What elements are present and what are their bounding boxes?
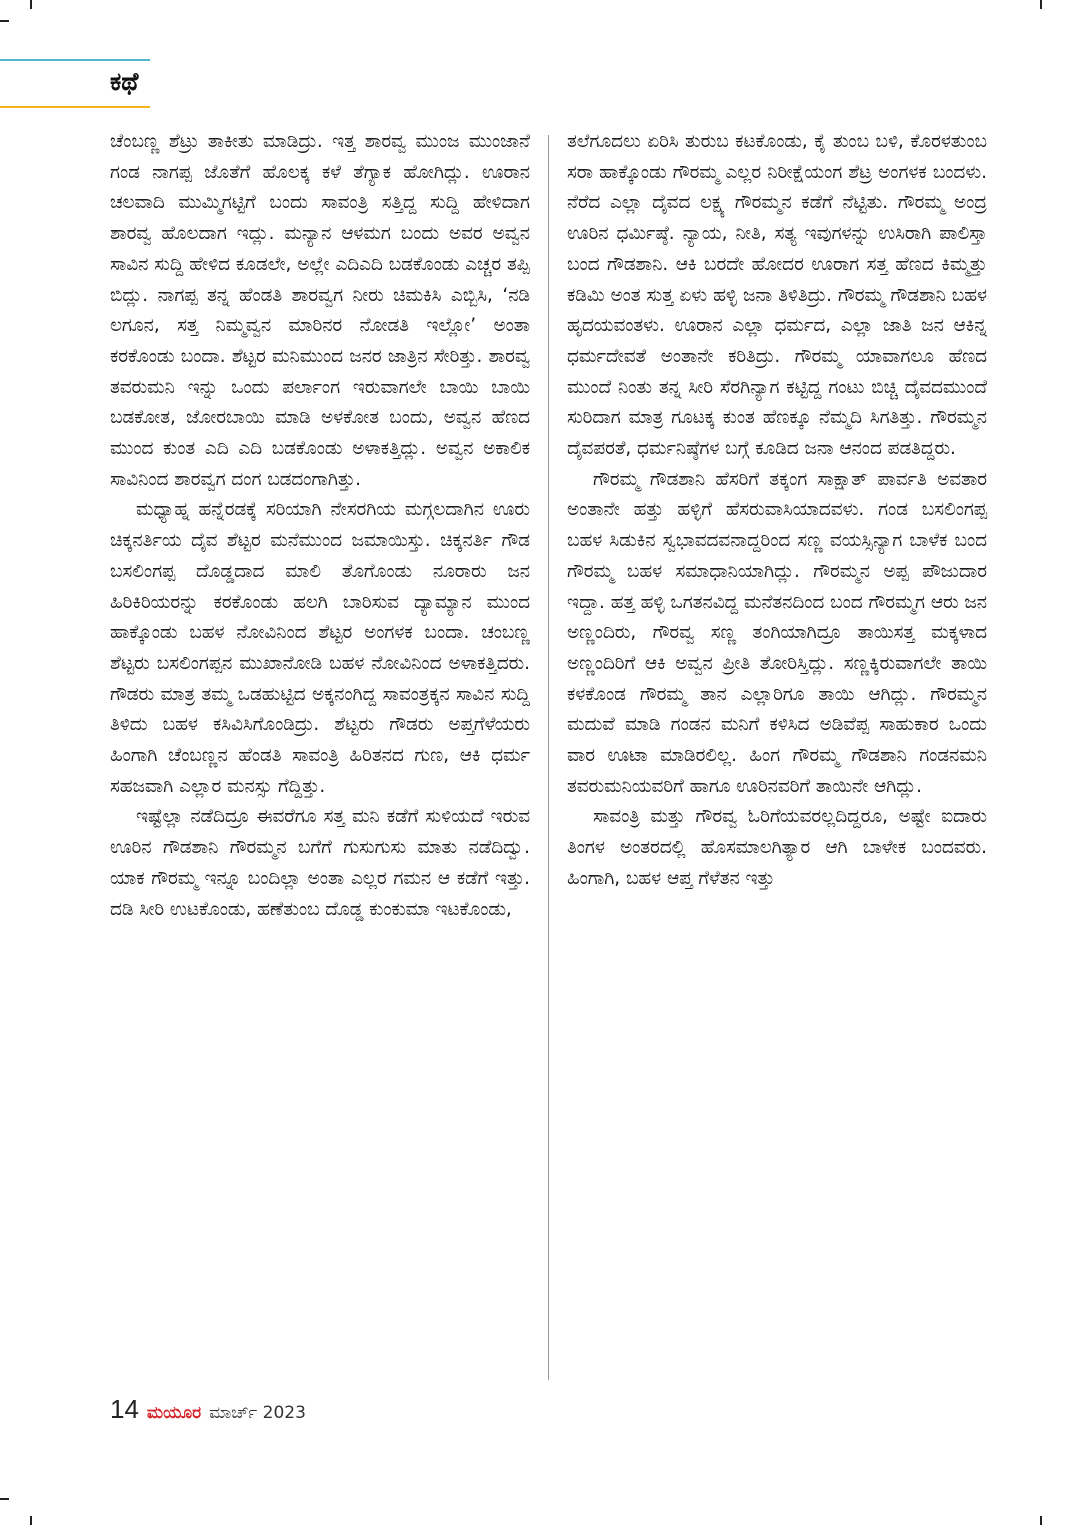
header-accent-line-bottom xyxy=(0,106,150,108)
page-footer xyxy=(110,1394,306,1426)
magazine-logo: ಮಯೂರ xyxy=(146,1403,202,1423)
article-column-right xyxy=(567,127,987,895)
crop-mark-top-left xyxy=(30,0,32,9)
issue-date: ಮಾರ್ಚ್ 2023 xyxy=(209,1403,306,1423)
crop-mark-bottom-right xyxy=(1040,1516,1042,1525)
crop-mark-bottom-left xyxy=(30,1516,32,1525)
article-paragraph: ಚೆಂಬಣ್ಣ ಶೆಟ್ರು ತಾಕೀತು ಮಾಡಿದ್ರು. ಇತ್ತ ಶಾರವ್ವ ಮುಂಜ ಮುಂಜಾನೆ ಗಂಡ ನಾಗಪ್ಪ ಜೊತೆಗೆ ಹೊಲಕ್ಕ ಕಳೆ ತೆಗ್ಯಾಕ ಹೋಗಿದ್ಲು. ಊರಾನ ಚಲವಾದಿ ಮುಮ್ಮಿಗಟ್ಟಿಗೆ ಬಂದು ಸಾವಂತ್ರಿ ಸತ್ತಿದ್ದ ಸುದ್ದಿ ಹೇಳಿದಾಗ ಶಾರವ್ವ ಹೊಲದಾಗ ಇದ್ಲು. ಮನ್ಯಾನ ಆಳಮಗ ಬಂದು ಅವರ ಅವ್ವನ ಸಾವಿನ ಸುದ್ದಿ ಹೇಳಿದ ಕೂಡಲೇ, ಅಲ್ಲೇ ಎದಿಎದಿ ಬಡಕೊಂಡು ಎಚ್ಚರ ತಪ್ಪಿ ಬಿದ್ಲು. ನಾಗಪ್ಪ ತನ್ನ ಹೆಂಡತಿ ಶಾರವ್ವಗ ನೀರು ಚಿಮಕಿಸಿ ಎಬ್ಬಿಸಿ, ‘ನಡಿ ಲಗೂನ, ಸತ್ತ ನಿಮ್ಮವ್ವನ ಮಾರಿನರ ನೋಡತಿ ಇಲ್ಲೋ’ ಅಂತಾ ಕರಕೊಂಡು ಬಂದಾ. ಶೆಟ್ಟರ ಮನಿಮುಂದ ಜನರ ಜಾತ್ರಿನ ಸೇರಿತ್ತು. ಶಾರವ್ವ ತವರುಮನಿ ಇನ್ನು ಒಂದು ಪರ್ಲಾಂಗ ಇರುವಾಗಲೇ ಬಾಯಿ ಬಾಯಿ ಬಡಕೋತ, ಜೋರಬಾಯಿ ಮಾಡಿ ಅಳಕೋತ ಬಂದು, ಅವ್ವನ ಹೆಣದ ಮುಂದ ಕುಂತ ಎದಿ ಎದಿ ಬಡಕೊಂಡು ಅಳಾಕತ್ತಿದ್ಲು. ಅವ್ವನ ಅಕಾಲಿಕ ಸಾವಿನಿಂದ ಶಾರವ್ವಗ ದಂಗ ಬಡದಂಗಾಗಿತ್ತು. xyxy=(110,131,530,490)
article-paragraph: ಗೌರಮ್ಮ ಗೌಡಶಾನಿ ಹೆಸರಿಗೆ ತಕ್ಕಂಗ ಸಾಕ್ಷಾತ್ ಪಾರ್ವತಿ ಅವತಾರ ಅಂತಾನೇ ಹತ್ತು ಹಳ್ಳಿಗೆ ಹೆಸರುವಾಸಿಯಾದವಳು. ಗಂಡ ಬಸಲಿಂಗಪ್ಪ ಬಹಳ ಸಿಡುಕಿನ ಸ್ವಭಾವದವನಾದ್ದರಿಂದ ಸಣ್ಣ ವಯಸ್ಸಿನ್ಯಾಗ ಬಾಳೆಕ ಬಂದ ಗೌರಮ್ಮ ಬಹಳ ಸಮಾಧಾನಿಯಾಗಿದ್ಲು. ಗೌರಮ್ಮನ ಅಪ್ಪ ಪೌಜುದಾರ ಇದ್ದಾ. ಹತ್ತ ಹಳ್ಳಿ ಒಗತನವಿದ್ದ ಮನೆತನದಿಂದ ಬಂದ ಗೌರಮ್ಮಗ ಆರು ಜನ ಅಣ್ಣಂದಿರು, ಗೌರವ್ವ ಸಣ್ಣ ತಂಗಿಯಾಗಿದ್ರೂ ತಾಯಿಸತ್ತ ಮಕ್ಕಳಾದ ಅಣ್ಣಂದಿರಿಗೆ ಆಕಿ ಅವ್ವನ ಪ್ರೀತಿ ತೋರಿಸ್ತಿದ್ಲು. ಸಣ್ಣಕ್ಕಿರುವಾಗಲೇ ತಾಯಿ ಕಳಕೊಂಡ ಗೌರಮ್ಮ ತಾನ ಎಲ್ಲಾರಿಗೂ ತಾಯಿ ಆಗಿದ್ಲು. ಗೌರಮ್ಮನ ಮದುವೆ ಮಾಡಿ ಗಂಡನ ಮನಿಗೆ ಕಳಿಸಿದ ಅಡಿವೆಪ್ಪ ಸಾಹುಕಾರ ಒಂದು ವಾರ ಊಟಾ ಮಾಡಿರಲಿಲ್ಲ. ಹಿಂಗ ಗೌರಮ್ಮ ಗೌಡಶಾನಿ ಗಂಡನಮನಿ ತವರುಮನಿಯವರಿಗೆ ಹಾಗೂ ಊರಿನವರಿಗೆ ತಾಯಿನೇ ಆಗಿದ್ಲು. xyxy=(567,468,987,797)
article-paragraph: ಸಾವಂತ್ರಿ ಮತ್ತು ಗೌರವ್ವ ಓರಿಗೆಯವರಲ್ಲದಿದ್ದರೂ, ಅಷ್ಟೇ ಐದಾರು ತಿಂಗಳ ಅಂತರದಲ್ಲಿ ಹೊಸಮಾಲಗಿತ್ಯಾರ ಆಗಿ ಬಾಳೇಕ ಬಂದವರು. ಹಿಂಗಾಗಿ, ಬಹಳ ಆಪ್ತ ಗೆಳೆತನ ಇತ್ತು xyxy=(567,806,987,889)
article-paragraph: ಇಷ್ಟೆಲ್ಲಾ ನಡೆದಿದ್ರೂ ಈವರೆಗೂ ಸತ್ತ ಮನಿ ಕಡೆಗೆ ಸುಳಿಯದೆ ಇರುವ ಊರಿನ ಗೌಡಶಾನಿ ಗೌರಮ್ಮನ ಬಗೆಗೆ ಗುಸುಗುಸು ಮಾತು ನಡೆದಿದ್ವು. ಯಾಕ ಗೌರಮ್ಮ ಇನ್ನೂ ಬಂದಿಲ್ಲಾ ಅಂತಾ ಎಲ್ಲರ ಗಮನ ಆ ಕಡೆಗೆ ಇತ್ತು. ದಡಿ ಸೀರಿ ಉಟಕೊಂಡು, ಹಣೆತುಂಬ ದೊಡ್ಡ ಕುಂಕುಮಾ ಇಟಕೊಂಡು, xyxy=(110,806,530,920)
page-number: 14 xyxy=(110,1394,139,1424)
crop-mark-left-top xyxy=(0,20,9,22)
article-paragraph: ಮಧ್ಯಾಹ್ನ ಹನ್ನೆರಡಕ್ಕೆ ಸರಿಯಾಗಿ ನೇಸರಗಿಯ ಮಗ್ಗಲದಾಗಿನ ಊರು ಚಿಕ್ಕನರ್ತಿಯ ದೈವ ಶೆಟ್ಟರ ಮನೆಮುಂದ ಜಮಾಯಿಸ್ತು. ಚಿಕ್ಕನರ್ತಿ ಗೌಡ ಬಸಲಿಂಗಪ್ಪ ದೊಡ್ಡದಾದ ಮಾಲಿ ತೊಗೊಂಡು ನೂರಾರು ಜನ ಹಿರಿಕಿರಿಯರನ್ನು ಕರಕೊಂಡು ಹಲಗಿ ಬಾರಿಸುವ ದ್ಯಾಮ್ಯಾನ ಮುಂದ ಹಾಕ್ಕೊಂಡು ಬಹಳ ನೋವಿನಿಂದ ಶೆಟ್ಟರ ಅಂಗಳಕ ಬಂದಾ. ಚಂಬಣ್ಣ ಶೆಟ್ಟರು ಬಸಲಿಂಗಪ್ಪನ ಮುಖಾನೋಡಿ ಬಹಳ ನೋವಿನಿಂದ ಅಳಾಕತ್ತಿದರು. ಗೌಡರು ಮಾತ್ರ ತಮ್ಮ ಒಡಹುಟ್ಟಿದ ಅಕ್ಕನಂಗಿದ್ದ ಸಾವಂತ್ರಕ್ಕನ ಸಾವಿನ ಸುದ್ದಿ ತಿಳಿದು ಬಹಳ ಕಸಿವಿಸಿಗೊಂಡಿದ್ರು. ಶೆಟ್ಟರು ಗೌಡರು ಅಪ್ತಗೆಳೆಯರು ಹಿಂಗಾಗಿ ಚೆಂಬಣ್ಣನ ಹೆಂಡತಿ ಸಾವಂತ್ರಿ ಹಿರಿತನದ ಗುಣ, ಆಕಿ ಧರ್ಮ ಸಹಜವಾಗಿ ಎಲ್ಲಾರ ಮನಸ್ಸು ಗೆದ್ದಿತ್ತು. xyxy=(110,499,530,797)
crop-mark-top-right xyxy=(1040,0,1042,9)
header-accent-line-top xyxy=(0,59,150,61)
section-title: ಕಥೆ xyxy=(110,67,139,96)
article-paragraph: ತಲೆಗೂದಲು ಏರಿಸಿ ತುರುಬ ಕಟಕೊಂಡು, ಕೈ ತುಂಬ ಬಳಿ, ಕೊರಳತುಂಬ ಸರಾ ಹಾಕ್ಕೊಂಡು ಗೌರಮ್ಮ ಎಲ್ಲರ ನಿರೀಕ್ಷೆಯಂಗ ಶೆಟ್ರ ಅಂಗಳಕ ಬಂದಳು. ನೆರೆದ ಎಲ್ಲಾ ದೈವದ ಲಕ್ಷ್ಯ ಗೌರಮ್ಮನ ಕಡೆಗೆ ನೆಟ್ಟಿತು. ಗೌರಮ್ಮ ಅಂದ್ರ ಊರಿನ ಧರ್ಮಿಷ್ಠೆ. ನ್ಯಾಯ, ನೀತಿ, ಸತ್ಯ ಇವುಗಳನ್ನು ಉಸಿರಾಗಿ ಪಾಲಿಸ್ತಾ ಬಂದ ಗೌಡಶಾನಿ. ಆಕಿ ಬರದೇ ಹೋದರ ಊರಾಗ ಸತ್ತ ಹೆಣದ ಕಿಮ್ಮತ್ತು ಕಡಿಮಿ ಅಂತ ಸುತ್ತ ಏಳು ಹಳ್ಳಿ ಜನಾ ತಿಳಿತಿದ್ರು. ಗೌರಮ್ಮ ಗೌಡಶಾನಿ ಬಹಳ ಹೃದಯವಂತಳು. ಊರಾನ ಎಲ್ಲಾ ಧರ್ಮದ, ಎಲ್ಲಾ ಜಾತಿ ಜನ ಆಕಿನ್ನ ಧರ್ಮದೇವತೆ ಅಂತಾನೇ ಕರಿತಿದ್ರು. ಗೌರಮ್ಮ ಯಾವಾಗಲೂ ಹೆಣದ ಮುಂದೆ ನಿಂತು ತನ್ನ ಸೀರಿ ಸೆರಗಿನ್ಯಾಗ ಕಟ್ಟಿದ್ದ ಗಂಟು ಬಿಚ್ಚಿ ದೈವದಮುಂದೆ ಸುರಿದಾಗ ಮಾತ್ರ ಗೂಟಕ್ಕ ಕುಂತ ಹೆಣಕ್ಕೂ ನೆಮ್ಮದಿ ಸಿಗತಿತ್ತು. ಗೌರಮ್ಮನ ದೈವಪರತೆ, ಧರ್ಮನಿಷ್ಠೆಗಳ ಬಗ್ಗೆ ಕೂಡಿದ ಜನಾ ಆನಂದ ಪಡತಿದ್ದರು. xyxy=(567,131,987,460)
column-divider xyxy=(548,135,549,1380)
crop-mark-left-bottom xyxy=(0,1498,9,1500)
article-column-left xyxy=(110,127,530,925)
